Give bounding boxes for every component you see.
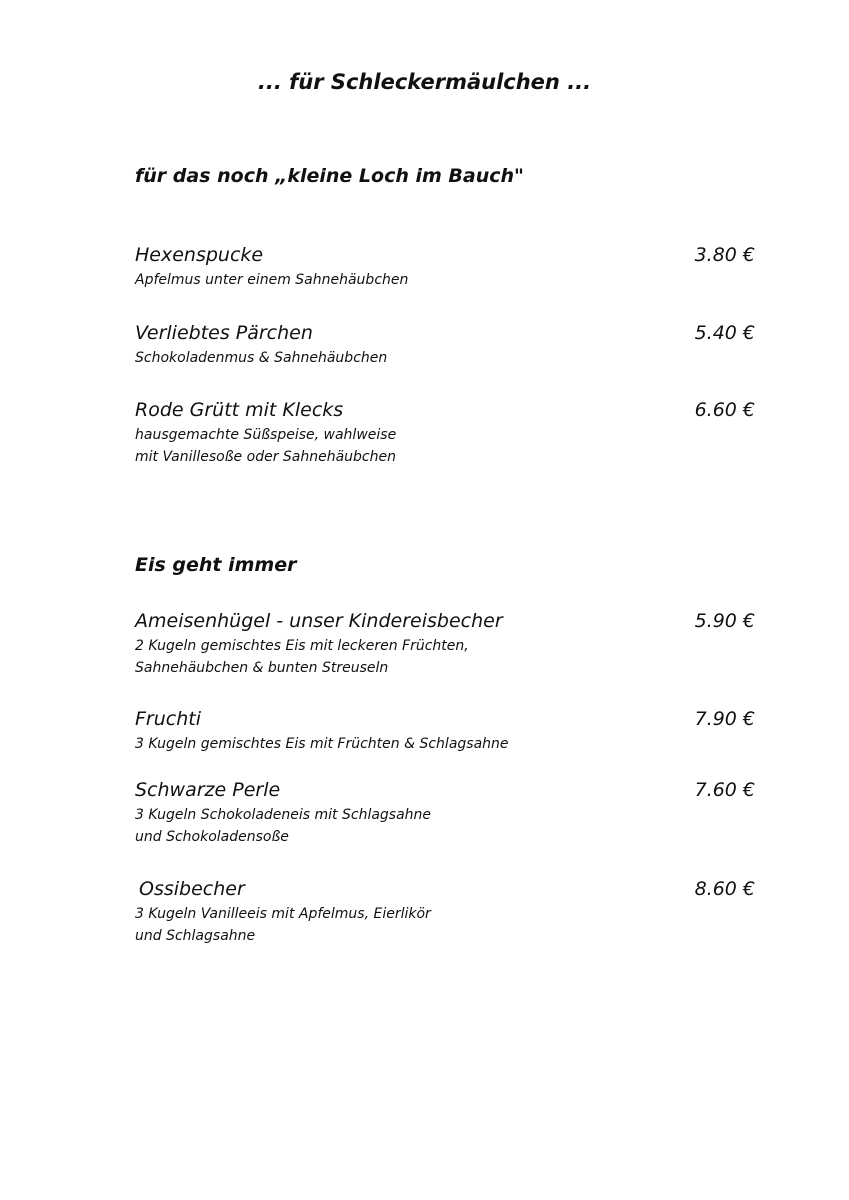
- section-heading-ice-cream: Eis geht immer: [135, 554, 297, 576]
- menu-item-fruchti: [135, 707, 755, 755]
- item-name: Hexenspucke: [135, 244, 264, 266]
- menu-item-schwarze-perle: [135, 778, 755, 848]
- item-name: Ameisenhügel - unser Kindereisbecher: [135, 610, 503, 632]
- menu-item-ameisenhuegel: [135, 609, 755, 679]
- item-price: 5.40 €: [694, 322, 755, 344]
- item-description: 3 Kugeln Vanilleeis mit Apfelmus, Eierlikör: [135, 906, 431, 922]
- item-price: 6.60 €: [694, 399, 755, 421]
- item-price: 7.60 €: [694, 779, 755, 801]
- menu-item-rode-gruett: [135, 398, 755, 468]
- item-description: hausgemachte Süßspeise, wahlweise: [135, 427, 397, 443]
- item-name: Rode Grütt mit Klecks: [135, 399, 344, 421]
- item-name: Verliebtes Pärchen: [135, 322, 313, 344]
- item-price: 3.80 €: [694, 244, 755, 266]
- item-description: Apfelmus unter einem Sahnehäubchen: [135, 272, 409, 288]
- menu-item-ossibecher: [135, 877, 755, 947]
- section-heading-small-dessert: für das noch „kleine Loch im Bauch": [135, 165, 524, 187]
- item-price: 8.60 €: [694, 878, 755, 900]
- item-description: mit Vanillesoße oder Sahnehäubchen: [135, 449, 396, 465]
- item-price: 5.90 €: [694, 610, 755, 632]
- item-price: 7.90 €: [694, 708, 755, 730]
- menu-item-verliebtes-paerchen: [135, 321, 755, 369]
- item-description: und Schlagsahne: [135, 928, 256, 944]
- item-description: Sahnehäubchen & bunten Streuseln: [135, 660, 389, 676]
- menu-item-hexenspucke: [135, 243, 755, 291]
- item-description: Schokoladenmus & Sahnehäubchen: [135, 350, 388, 366]
- item-name: Ossibecher: [139, 878, 245, 900]
- page-title: ... für Schleckermäulchen ...: [257, 70, 592, 94]
- item-name: Schwarze Perle: [135, 779, 281, 801]
- item-description: 3 Kugeln Schokoladeneis mit Schlagsahne: [135, 807, 432, 823]
- item-description: 2 Kugeln gemischtes Eis mit leckeren Früchten,: [135, 638, 469, 654]
- item-description: und Schokoladensoße: [135, 829, 289, 845]
- item-description: 3 Kugeln gemischtes Eis mit Früchten & Schlagsahne: [135, 736, 509, 752]
- item-name: Fruchti: [135, 708, 201, 730]
